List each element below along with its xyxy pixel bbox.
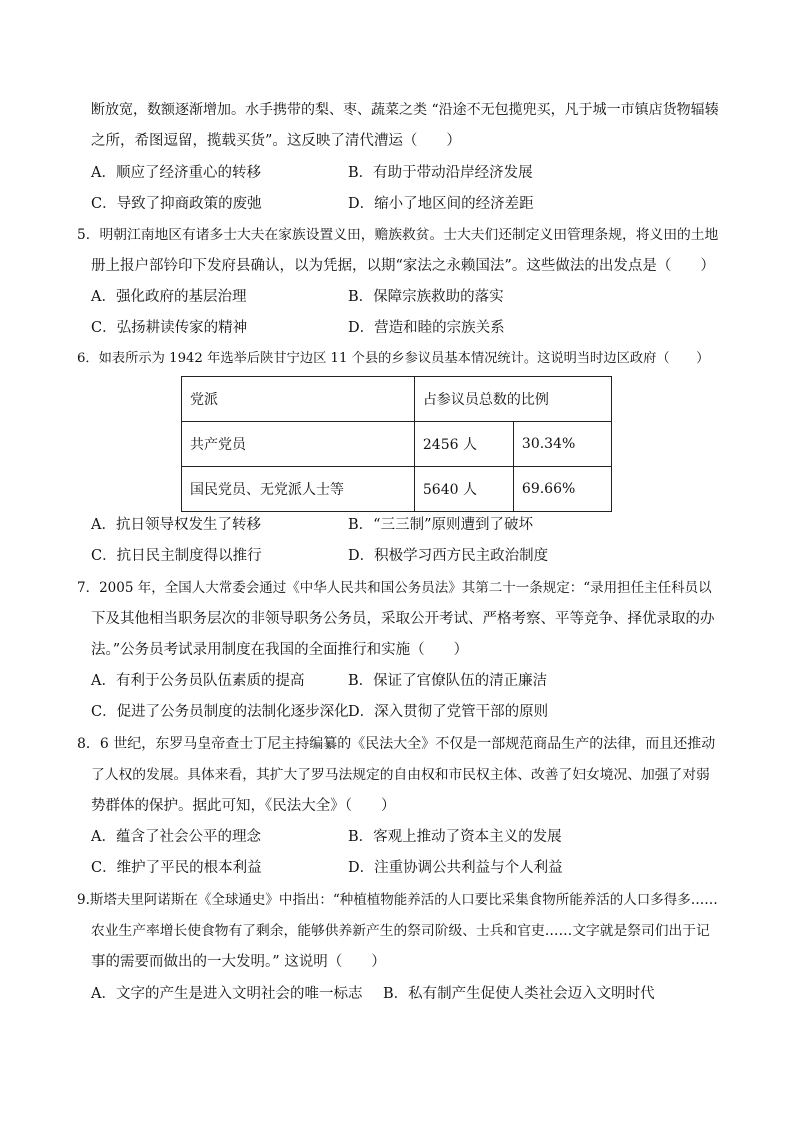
q9-stem-line3: 事的需要而做出的一大发明。” 这说明（ ）	[91, 954, 386, 970]
q8-option-d: D．注重协调公共利益与个人利益	[348, 860, 563, 876]
q7-stem-line2: 下及其他相当职务层次的非领导职务公务员，采取公开考试、严格考察、平等竞争、择优录取的办	[91, 611, 715, 627]
table-cell-percent: 30.34%	[513, 422, 611, 467]
q5-option-a: A．强化政府的基层治理	[91, 289, 247, 305]
q9-option-b: B．私有制产生促使人类社会迈入文明时代	[383, 986, 655, 1002]
q6-option-a: A．抗日领导权发生了转移	[91, 517, 261, 533]
table-cell-party: 国民党员、无党派人士等	[182, 467, 415, 512]
q5-option-b: B．保障宗族救助的落实	[348, 289, 504, 305]
q8-option-c: C．维护了平民的根本利益	[91, 860, 262, 876]
table-cell-count: 5640 人	[414, 467, 513, 512]
q9-option-a: A．文字的产生是进入文明社会的唯一标志	[91, 986, 363, 1002]
q6-option-d: D．积极学习西方民主政治制度	[348, 548, 549, 564]
q7-option-a: A．有利于公务员队伍素质的提高	[91, 673, 305, 689]
table-header-ratio: 占参议员总数的比例	[414, 377, 611, 422]
q9-stem-line1: 9.斯塔夫里阿诺斯在《全球通史》中指出：“种植植物能养活的人口要比采集食物所能养活的人口多得多……	[77, 892, 718, 908]
q5-option-c: C．弘扬耕读传家的精神	[91, 320, 248, 336]
table-cell-count: 2456 人	[414, 422, 513, 467]
q8-stem-line2: 了人权的发展。具体来看，其扩大了罗马法规定的自由权和市民权主体、改善了妇女境况、加强了对弱	[91, 767, 710, 783]
q4-stem-line2: 之所，希图逗留，揽载买货”。这反映了清代漕运（ ）	[91, 133, 461, 149]
q8-option-a: A．蕴含了社会公平的理念	[91, 829, 261, 845]
table-row	[182, 422, 612, 467]
table-cell-party: 共产党员	[182, 422, 415, 467]
q6-stem-line1: 6．如表所示为 1942 年选举后陕甘宁边区 11 个县的乡参议员基本情况统计。这说明当时边区政府（ ）	[77, 351, 710, 366]
q6-option-c: C．抗日民主制度得以推行	[91, 548, 262, 564]
q7-option-c: C．促进了公务员制度的法制化逐步深化	[91, 704, 349, 720]
q5-stem-line2: 册上报户部钤印下发府县确认，以为凭据，以期“家法之永赖国法”。这些做法的出发点是（ ）	[91, 258, 715, 274]
table-cell-percent: 69.66%	[513, 467, 611, 512]
q5-option-d: D．营造和睦的宗族关系	[348, 320, 505, 336]
q7-stem-line1: 7．2005 年，全国人大常委会通过《中华人民共和国公务员法》其第二十一条规定：“录用担任主任科员以	[77, 580, 712, 596]
q4-option-d: D．缩小了地区间的经济差距	[348, 196, 534, 212]
q4-option-a: A．顺应了经济重心的转移	[91, 165, 261, 181]
council-stats-table	[181, 376, 612, 512]
table-header-party: 党派	[182, 377, 415, 422]
table-header-row	[182, 377, 612, 422]
q8-stem-line1: 8．6 世纪，东罗马皇帝查士丁尼主持编纂的《民法大全》不仅是一部规范商品生产的法律，而且还推动	[77, 736, 716, 752]
q4-stem-line1: 断放宽，数额逐渐增加。水手携带的梨、枣、蔬菜之类 “沿途不无包揽兜买，凡于城一市镇店货物辐辏	[91, 102, 719, 118]
table-row	[182, 467, 612, 512]
q9-stem-line2: 农业生产率增长使食物有了剩余，能够供养新产生的祭司阶级、士兵和官吏……文字就是祭司们出于记	[91, 923, 710, 939]
q7-option-b: B．保证了官僚队伍的清正廉洁	[348, 673, 548, 689]
q8-stem-line3: 势群体的保护。据此可知，《民法大全》（ ）	[91, 798, 396, 814]
q4-option-b: B．有助于带动沿岸经济发展	[348, 165, 533, 181]
q6-option-b: B．“三三制”原则遭到了破坏	[348, 517, 533, 533]
q7-option-d: D．深入贯彻了党管干部的原则	[348, 704, 549, 720]
q5-stem-line1: 5．明朝江南地区有诸多士大夫在家族设置义田，赡族救贫。士大夫们还制定义田管理条规，将义田的土地	[77, 227, 719, 243]
q7-stem-line3: 法。”公务员考试录用制度在我国的全面推行和实施（ ）	[91, 642, 469, 658]
q4-option-c: C．导致了抑商政策的废弛	[91, 196, 262, 212]
q8-option-b: B．客观上推动了资本主义的发展	[348, 829, 562, 845]
